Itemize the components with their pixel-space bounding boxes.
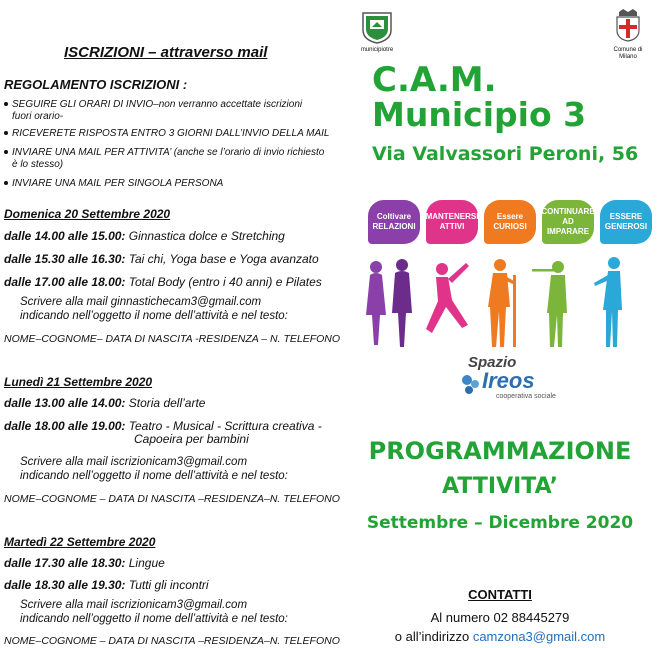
- required-fields: NOME–COGNOME – DATA DI NASCITA –RESIDENZA–N. TELEFONO: [4, 635, 340, 647]
- activity-bubbles: [368, 200, 658, 252]
- day-title: Martedì 22 Settembre 2020: [4, 535, 156, 549]
- schedule-slot: dalle 18.00 alle 19.00: Teatro - Musical - Scrittura creativa -: [4, 419, 322, 433]
- figure-orange: [488, 259, 516, 347]
- municipio-shield-icon: [360, 10, 394, 44]
- activity-bubble: Essere CURIOSI: [484, 200, 536, 244]
- program-title-2: ATTIVITA’: [442, 474, 558, 499]
- page-title: ISCRIZIONI – attraverso mail: [64, 44, 268, 61]
- rules-title: REGOLAMENTO ISCRIZIONI :: [4, 77, 188, 92]
- mail-instruction-2: indicando nell’oggetto il nome dell’attività e nel testo:: [20, 470, 288, 482]
- required-fields: NOME–COGNOME – DATA DI NASCITA –RESIDENZA–N. TELEFONO: [4, 493, 340, 505]
- figure-blue: [594, 257, 622, 347]
- municipio-logo: [360, 10, 394, 53]
- comune-logo: [608, 8, 648, 61]
- activity-bubble: CONTINUARE AD IMPARARE: [542, 200, 594, 244]
- people-illustration: [362, 255, 652, 355]
- program-title: PROGRAMMAZIONE: [368, 437, 632, 465]
- contacts-title: CONTATTI: [468, 587, 532, 602]
- comune-logo-text: Comune di Milano: [613, 47, 643, 60]
- figure-pink: [426, 263, 469, 333]
- municipio-title: Municipio 3: [372, 95, 587, 134]
- cam-title: C.A.M.: [372, 60, 497, 100]
- schedule-slot: dalle 17.30 alle 18.30: Lingue: [4, 556, 165, 570]
- figure-purple: [366, 261, 386, 345]
- day-title: Lunedì 21 Settembre 2020: [4, 375, 153, 389]
- schedule-slot: dalle 13.00 alle 14.00: Storia dell’arte: [4, 396, 206, 410]
- milano-crest-icon: [614, 8, 642, 42]
- rule-item: SEGUIRE GLI ORARI DI INVIO–non verranno accettate iscrizioni: [4, 99, 302, 110]
- schedule-slot: dalle 18.30 alle 19.30: Tutti gli incontri: [4, 578, 209, 592]
- ireos-top-text: Spazio: [468, 354, 517, 371]
- activity-bubble: MANTENERSI ATTIVI: [426, 200, 478, 244]
- ireos-logo: [458, 354, 568, 404]
- schedule-slot: dalle 17.00 alle 18.00: Total Body (entro i 40 anni) e Pilates: [4, 275, 322, 289]
- required-fields: NOME–COGNOME– DATA DI NASCITA -RESIDENZA – N. TELEFONO: [4, 333, 341, 345]
- right-column: [340, 0, 660, 648]
- mail-instruction: Scrivere alla mail ginnastichecam3@gmail.com: [20, 296, 262, 308]
- mail-instruction: Scrivere alla mail iscrizionicam3@gmail.com: [20, 599, 248, 611]
- ireos-sub: cooperativa sociale: [496, 393, 556, 400]
- ireos-drops-icon: [460, 372, 482, 396]
- ireos-name: Ireos: [482, 368, 535, 393]
- schedule-slot: dalle 14.00 alle 15.00: Ginnastica dolce e Stretching: [4, 229, 285, 243]
- day-title: Domenica 20 Settembre 2020: [4, 207, 171, 221]
- contacts-email-link[interactable]: camzona3@gmail.com: [472, 629, 606, 644]
- contacts-phone: Al numero 02 88445279: [430, 610, 570, 625]
- figure-purple-2: [392, 259, 412, 347]
- rule-item: INVIARE UNA MAIL PER ATTIVITA’ (anche se l’orario di invio richiesto: [4, 147, 324, 158]
- mail-instruction: Scrivere alla mail iscrizionicam3@gmail.com: [20, 456, 248, 468]
- program-period: Settembre – Dicembre 2020: [366, 513, 634, 533]
- schedule-slot: dalle 15.30 alle 16.30: Tai chi, Yoga base e Yoga avanzato: [4, 252, 319, 266]
- activity-bubble: Coltivare RELAZIONI: [368, 200, 420, 244]
- rule-item-cont: fuori orario-: [12, 111, 64, 122]
- rule-item: INVIARE UNA MAIL PER SINGOLA PERSONA: [4, 178, 223, 189]
- figure-green: [532, 261, 567, 347]
- municipio-logo-text: municipiotre: [360, 47, 394, 53]
- schedule-slot-cont: Capoeira per bambini: [134, 432, 249, 446]
- mail-instruction-2: indicando nell’oggetto il nome dell’attività e nel testo:: [20, 613, 288, 625]
- address: Via Valvassori Peroni, 56: [372, 143, 639, 165]
- rule-item: RICEVERETE RISPOSTA ENTRO 3 GIORNI DALL’INVIO DELLA MAIL: [4, 128, 330, 139]
- mail-instruction-2: indicando nell’oggetto il nome dell’attività e nel testo:: [20, 310, 288, 322]
- activity-bubble: ESSERE GENEROSI: [600, 200, 652, 244]
- contacts-email-line: o all’indirizzo camzona3@gmail.com: [394, 629, 606, 644]
- rule-item-cont: è lo stesso): [12, 159, 64, 170]
